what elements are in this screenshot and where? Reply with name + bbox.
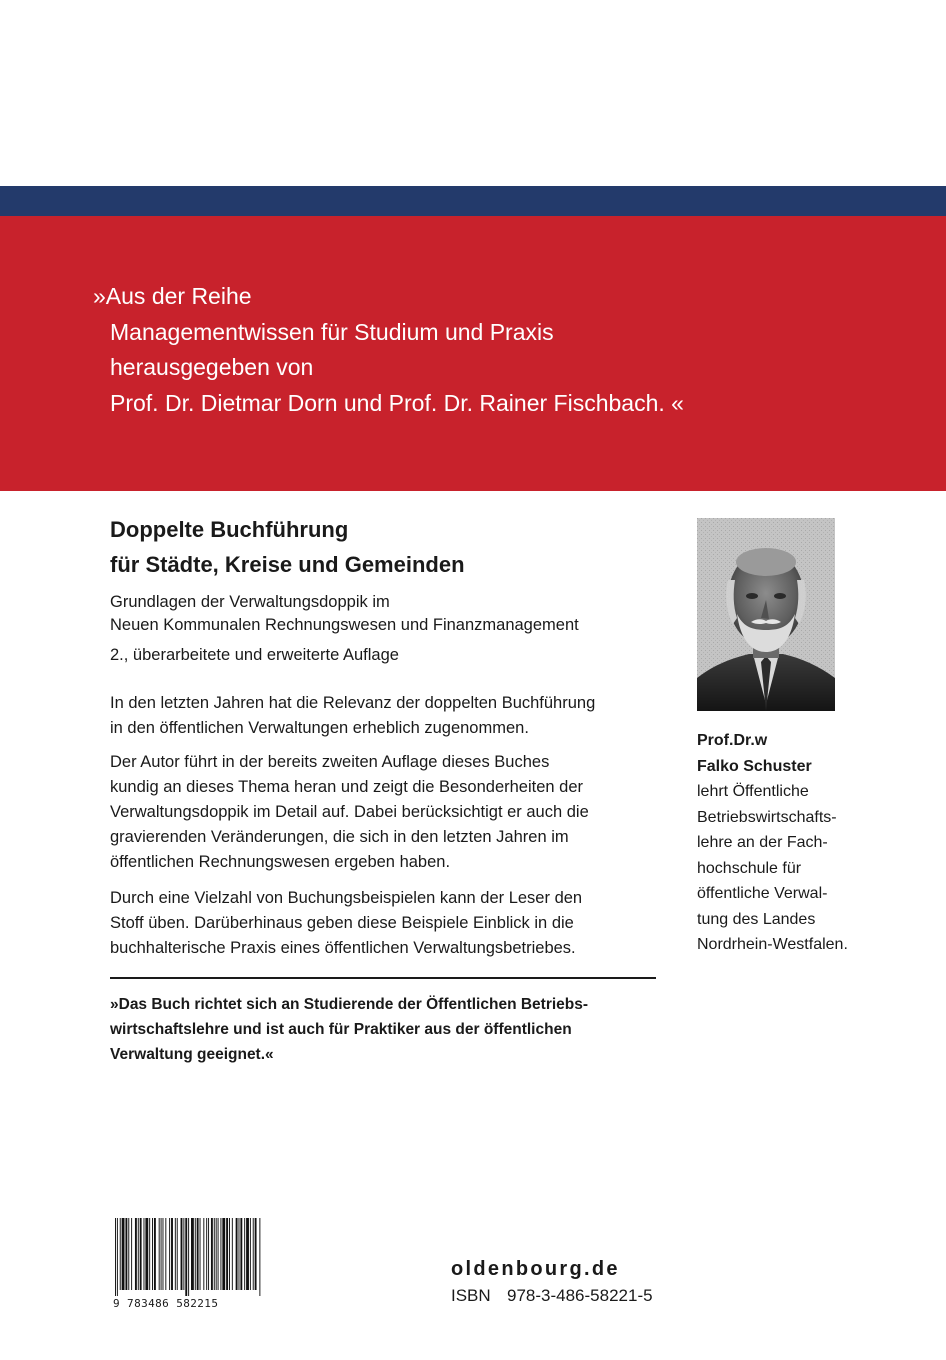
- barcode-bar: [244, 1218, 245, 1290]
- isbn-value: 978-3-486-58221-5: [507, 1286, 653, 1305]
- barcode-bar: [255, 1218, 257, 1290]
- barcode-bar: [226, 1218, 228, 1290]
- author-bio: [697, 728, 927, 958]
- book-title-line-1: Doppelte Buchführung: [110, 517, 349, 542]
- author-bio-line: lehre an der Fach-: [697, 834, 828, 851]
- series-banner: [0, 216, 946, 491]
- barcode-bar: [214, 1218, 215, 1290]
- description-line: in den öffentlichen Verwaltungen erheblich zugenommen.: [110, 719, 529, 737]
- barcode-digits: 9 783486 582215: [113, 1297, 219, 1310]
- barcode-bar: [222, 1218, 225, 1290]
- barcode-bar: [154, 1218, 156, 1290]
- barcode-bar: [195, 1218, 196, 1290]
- barcode-bar: [203, 1218, 204, 1290]
- barcode-bar: [229, 1218, 230, 1290]
- audience-quote: [110, 992, 670, 1067]
- author-bio-line: Nordrhein-Westfalen.: [697, 936, 848, 953]
- barcode-bar: [200, 1218, 201, 1290]
- barcode-bar: [240, 1218, 242, 1290]
- barcode-bar: [250, 1218, 251, 1290]
- quote-line: wirtschaftslehre und ist auch für Praktiker aus der öffentlichen: [110, 1021, 572, 1038]
- barcode-bar: [183, 1218, 184, 1290]
- barcode-bar: [239, 1218, 240, 1290]
- barcode-bar: [208, 1218, 209, 1290]
- description-line: Verwaltungsdoppik im Detail auf. Dabei berücksichtigt er auch die: [110, 803, 589, 821]
- divider-rule: [110, 977, 656, 979]
- barcode-bar: [163, 1218, 164, 1290]
- author-bio-line: tung des Landes: [697, 910, 816, 928]
- barcode-bar: [206, 1218, 207, 1290]
- barcode-bar: [159, 1218, 160, 1290]
- barcode-bar: [253, 1218, 254, 1290]
- author-bio-line: lehrt Öffentliche: [697, 783, 809, 800]
- series-line-3: herausgegeben von: [110, 354, 314, 380]
- barcode-bar: [218, 1218, 219, 1290]
- description-line: kundig an dieses Thema heran und zeigt die Besonderheiten der: [110, 778, 584, 796]
- isbn-label: ISBN: [451, 1286, 491, 1305]
- quote-line: Verwaltung geeignet.«: [110, 1046, 274, 1063]
- barcode-bar: [169, 1218, 170, 1290]
- author-bio-line: Betriebswirtschafts-: [697, 808, 837, 826]
- series-line-1: »Aus der Reihe: [93, 283, 252, 309]
- quote-line: »Das Buch richtet sich an Studierende der Öffentlichen Betriebs-: [110, 996, 589, 1013]
- barcode-bar: [149, 1218, 150, 1290]
- publisher-website: oldenbourg.de: [451, 1258, 620, 1280]
- barcode-bar: [216, 1218, 217, 1290]
- barcode-bar: [117, 1218, 118, 1296]
- book-title-line-2: für Städte, Kreise und Gemeinden: [110, 552, 465, 577]
- barcode-bar: [171, 1218, 173, 1290]
- barcode-bar: [144, 1218, 145, 1290]
- description-paragraph-3: [110, 886, 670, 961]
- description-paragraph-1: [110, 691, 670, 741]
- description-line: öffentlichen Rechnungswesen ergeben haben.: [110, 853, 451, 871]
- barcode-bar: [236, 1218, 238, 1290]
- series-line-4: Prof. Dr. Dietmar Dorn und Prof. Dr. Rainer Fischbach. «: [110, 390, 684, 416]
- description-line: gravierenden Veränderungen, die sich in den letzten Jahren im: [110, 828, 569, 846]
- description-line: buchhalterische Praxis eines öffentlichen Verwaltungsbetriebes.: [110, 939, 576, 957]
- barcode-bar: [191, 1218, 194, 1290]
- barcode-bar: [138, 1218, 139, 1290]
- description-line: In den letzten Jahren hat die Relevanz der doppelten Buchführung: [110, 694, 596, 712]
- barcode-bar: [177, 1218, 178, 1290]
- barcode-bar: [185, 1218, 187, 1296]
- author-bio-line: hochschule für: [697, 859, 802, 877]
- book-subtitle-line-2: Neuen Kommunalen Rechnungswesen und Finanzmanagement: [110, 616, 579, 634]
- barcode-bar: [165, 1218, 166, 1290]
- series-line-2: Managementwissen für Studium und Praxis: [110, 319, 554, 345]
- barcode-bar: [115, 1218, 116, 1296]
- author-name-line-2: Falko Schuster: [697, 757, 812, 775]
- barcode-bar: [140, 1218, 142, 1290]
- description-paragraph-2: [110, 750, 670, 875]
- barcode-bar: [181, 1218, 183, 1290]
- barcode-bar: [211, 1218, 213, 1290]
- barcode-bar: [259, 1218, 260, 1296]
- barcode-bar: [131, 1218, 132, 1290]
- barcode-bar: [197, 1218, 199, 1290]
- book-subtitle-line-1: Grundlagen der Verwaltungsdoppik im: [110, 593, 390, 611]
- author-bio-line: öffentliche Verwal-: [697, 885, 828, 902]
- isbn-barcode: [113, 1218, 263, 1296]
- book-edition: 2., überarbeitete und erweiterte Auflage: [110, 646, 399, 664]
- barcode-bar: [145, 1218, 148, 1290]
- barcode-bar: [188, 1218, 189, 1296]
- isbn-line: [451, 1286, 653, 1306]
- description-line: Durch eine Vielzahl von Buchungsbeispielen kann der Leser den: [110, 889, 583, 907]
- description-line: Der Autor führt in der bereits zweiten Auflage dieses Buches: [110, 753, 550, 771]
- navy-stripe: [0, 186, 946, 216]
- barcode-bar: [232, 1218, 233, 1290]
- barcode-bar: [120, 1218, 121, 1290]
- barcode-bar: [122, 1218, 125, 1290]
- author-name-line-1: Prof.Dr.w: [697, 732, 768, 749]
- description-line: Stoff üben. Darüberhinaus geben diese Beispiele Einblick in die: [110, 914, 574, 932]
- barcode-bar: [152, 1218, 153, 1290]
- barcode-bar: [161, 1218, 162, 1290]
- barcode-bar: [220, 1218, 221, 1290]
- author-portrait: [697, 518, 835, 711]
- barcode-bar: [128, 1218, 129, 1290]
- barcode-bar: [135, 1218, 137, 1290]
- barcode-bar: [246, 1218, 249, 1290]
- barcode-bar: [175, 1218, 176, 1290]
- barcode-bar: [125, 1218, 127, 1290]
